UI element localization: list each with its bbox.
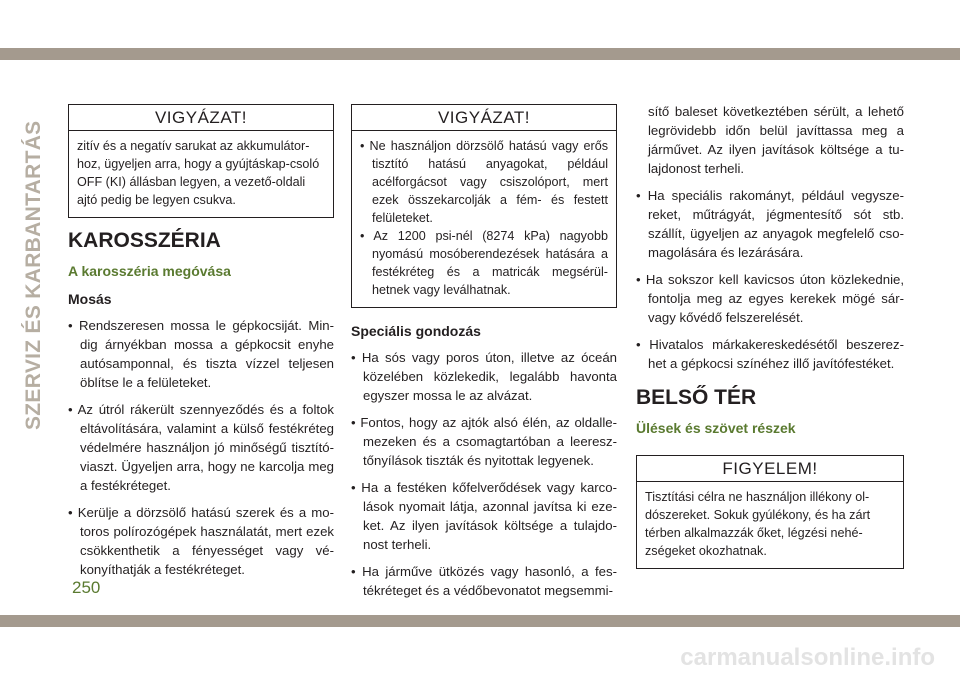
subsection-title-karosszeria-megovasa: A karosszéria megóvása <box>68 263 231 279</box>
warning-title: VIGYÁZAT! <box>69 105 333 131</box>
section-title-belso-ter: BELSŐ TÉR <box>636 386 757 409</box>
warning-text: zitív és a negatív sarukat az akkumulátor-hoz, ügyeljen arra, hogy a gyújtáskap-csoló OFF (KI) állásban legyen, a vezető-oldali ajtó pedig be legyen csukva. <box>77 139 320 207</box>
list-item: • Fontos, hogy az ajtók alsó élén, az oldalle-mezeken és a csomagtartóban a leeresz-tőnyílások tiszták és nyitottak legyenek. <box>351 415 617 468</box>
list-item: • Ha a festéken kőfelverődések vagy karco-lások nyomait látja, azonnal javítsa ki eze-ket. Az ilyen javítások költsége a tulajdo-nost terheli. <box>351 480 617 552</box>
list-item: • Ha sokszor kell kavicsos úton közlekednie, fontolja meg az egyes kerekek mögé sár-vagy kővédő felszerelését. <box>636 272 904 325</box>
bottom-stripe <box>0 615 960 627</box>
warning-list-item: • Az 1200 psi-nél (8274 kPa) nagyobb nyomású mosóberendezések hatására a festékréteg és a matricák megsérül-hetnek vagy leválhatnak. <box>360 229 608 297</box>
list-item: • Rendszeresen mossa le gépkocsiját. Min-dig árnyékban mossa a gépkocsit enyhe autósamponnal, és tiszta vízzel teljesen öblítse le a felületeket. <box>68 318 334 390</box>
list-item: • Ha járműve ütközés vagy hasonló, a fes-tékréteget és a védőbevonatot megsemmi- <box>351 564 617 598</box>
chapter-side-title: SZERVIZ ÉS KARBANTARTÁS <box>22 120 45 430</box>
warning-box-2 <box>351 104 617 308</box>
notice-box <box>636 455 904 569</box>
heading-specialis-gondozas: Speciális gondozás <box>351 323 481 339</box>
notice-title: FIGYELEM! <box>637 456 903 482</box>
page-number: 250 <box>72 578 101 597</box>
watermark: carmanualsonline.info <box>680 644 935 671</box>
column-1 <box>68 104 334 587</box>
heading-mosas: Mosás <box>68 291 112 307</box>
warning-box-1 <box>68 104 334 218</box>
list-item: • Az útról rákerült szennyeződés és a foltok eltávolítására, valamint a külső festékréteg védelmére használjon jó minőségű tisztító-viaszt. Ügyeljen arra, hogy ne karcolja meg a festékréteget. <box>68 402 334 493</box>
notice-text: Tisztítási célra ne használjon illékony ol-dószereket. Sokuk gyúlékony, és ha zárt térben alkalmazzák őket, légzési nehé-zségeket okozhatnak. <box>645 490 871 558</box>
warning-title: VIGYÁZAT! <box>352 105 616 131</box>
list-item: • Ha sós vagy poros úton, illetve az óceán közelében közlekedik, legalább havonta egyszer mossa le az alvázat. <box>351 350 617 403</box>
column-2 <box>351 104 617 608</box>
section-title-karosszeria: KAROSSZÉRIA <box>68 229 221 252</box>
top-stripe <box>0 48 960 60</box>
top-band <box>0 0 960 44</box>
subsection-title-ulesek: Ülések és szövet részek <box>636 420 796 436</box>
list-item-continuation: sítő baleset következtében sérült, a lehető legrövidebb időn belül javíttassa meg a járművet. Az ilyen javítások költsége a tu-lajdonost terheli. <box>648 104 904 176</box>
list-item: • Hivatalos márkakereskedésétől beszerez-het a gépkocsi színéhez illő javítófestéket. <box>636 337 904 371</box>
list-item: • Ha speciális rakományt, például vegysze-reket, műtrágyát, jégmentesítő sót stb. szállít, ügyeljen az anyagok megfelelő cso-magolására és lezárására. <box>636 188 904 260</box>
warning-body <box>352 131 616 307</box>
column-3 <box>636 102 904 577</box>
list-item: • Kerülje a dörzsölő hatású szerek és a mo-toros polírozógépek használatát, mert ezek csökkenthetik a fényességet vagy vé-konyíthatják a festékréteget. <box>68 505 334 577</box>
warning-list-item: • Ne használjon dörzsölő hatású vagy erős tisztító hatású anyagokat, például acélforgácsot vagy csiszolóport, mert ezek összekarcolják a fém- és festett felületeket. <box>360 139 608 225</box>
